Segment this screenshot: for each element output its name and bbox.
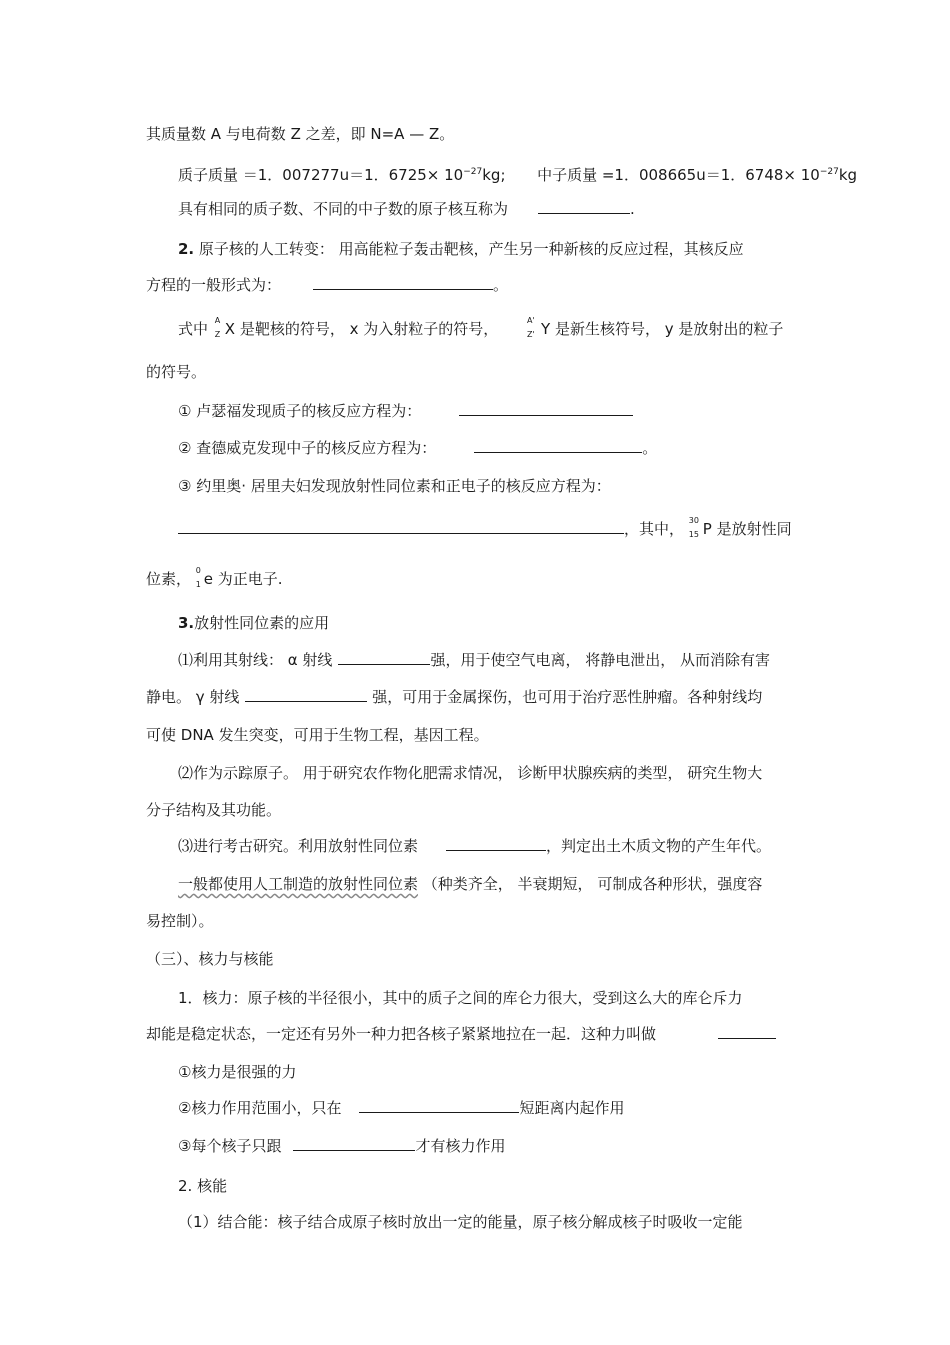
mass-number: A' xyxy=(527,316,535,325)
text-line xyxy=(146,1024,776,1044)
text-line xyxy=(146,566,283,589)
line-text: ① 卢瑟福发现质子的核反应方程为： xyxy=(178,402,422,420)
text-line xyxy=(178,199,635,219)
line-text: 才有核力作用 xyxy=(415,1137,506,1155)
text-line xyxy=(146,275,508,295)
line-text: ②核力作用范围小，只在 xyxy=(178,1099,342,1117)
text-line: 可使 DNA 发生突变，可用于生物工程，基因工程。 xyxy=(146,726,489,744)
line-text: 放射性同位素的应用 xyxy=(194,614,330,632)
proton-mass: 质子质量 ＝1．007277u＝1．6725× 10 xyxy=(178,166,464,184)
atomic-number: Z' xyxy=(527,330,535,339)
text-line xyxy=(178,1136,505,1156)
line-text: 是靶核的符号， x 为入射粒子的符号， xyxy=(235,320,499,338)
text-line: 易控制）。 xyxy=(146,912,214,930)
line-text: 短距离内起作用 xyxy=(519,1099,625,1117)
isotope-p xyxy=(688,516,712,539)
text-line xyxy=(178,836,771,856)
line-text: 具有相同的质子数、不同的中子数的原子核互称为 xyxy=(178,200,509,218)
text-line: ⑵作为示踪原子。 用于研究农作物化肥需求情况， 诊断甲状腺疾病的类型， 研究生物大 xyxy=(178,764,763,782)
line-text: ，判定出土木质文物的产生年代。 xyxy=(546,837,772,855)
fill-blank[interactable] xyxy=(538,199,630,214)
line-text: 强，用于使空气电离， 将静电泄出， 从而消除有害 xyxy=(430,651,770,669)
section-heading xyxy=(178,613,329,633)
line-text: 位素， xyxy=(146,570,192,588)
exponent: −27 xyxy=(463,167,483,177)
text-line xyxy=(146,687,762,707)
symbol: e xyxy=(203,570,214,588)
fill-blank[interactable] xyxy=(474,438,642,453)
mass-number: A xyxy=(214,316,221,325)
fill-blank[interactable] xyxy=(718,1024,776,1039)
text-line: ③ 约里奥· 居里夫妇发现放射性同位素和正电子的核反应方程为： xyxy=(178,477,611,495)
line-text: 却能是稳定状态，一定还有另外一种力把各核子紧紧地拉在一起．这种力叫做 xyxy=(146,1025,657,1043)
atomic-number: Z xyxy=(214,330,221,339)
fill-blank[interactable] xyxy=(359,1098,519,1113)
line-text: ③每个核子只跟 xyxy=(178,1137,282,1155)
text-line xyxy=(178,1098,624,1118)
text-line: 1．核力：原子核的半径很小，其中的质子之间的库仑力很大，受到这么大的库仑斥力 xyxy=(178,989,743,1007)
fill-blank[interactable] xyxy=(245,687,367,702)
end-mark: 。 xyxy=(493,276,509,294)
line-text: 是放射性同 xyxy=(711,520,792,538)
fill-blank[interactable] xyxy=(313,275,493,290)
section-heading: （三）、核力与核能 xyxy=(146,950,274,968)
text-line xyxy=(178,650,770,670)
line-text: ⑴利用其射线： α 射线 xyxy=(178,651,333,669)
fill-blank[interactable] xyxy=(338,650,430,665)
exponent: −27 xyxy=(819,167,839,177)
text-line: 分子结构及其功能。 xyxy=(146,801,282,819)
text-line: （1）结合能：核子结合成原子核时放出一定的能量，原子核分解成核子时吸收一定能 xyxy=(178,1213,743,1231)
line-text: ⑶进行考古研究。利用放射性同位素 xyxy=(178,837,419,855)
item-number: 3. xyxy=(178,614,195,632)
line-text: ，其中， xyxy=(624,520,685,538)
line-text: 强，可用于金属探伤，也可用于治疗恶性肿瘤。各种射线均 xyxy=(367,688,763,706)
line-text: 方程的一般形式为： xyxy=(146,276,282,294)
mass-number: 30 xyxy=(688,516,699,525)
line-text: （种类齐全， 半衰期短， 可制成各种形状，强度容 xyxy=(418,875,763,893)
underlined-text: 一般都使用人工制造的放射性同位素 xyxy=(178,875,419,893)
line-text: 是新生核符号， y 是放射出的粒子 xyxy=(550,320,784,338)
atomic-number: 1 xyxy=(195,580,201,589)
fill-blank[interactable] xyxy=(293,1136,415,1151)
isotope-x xyxy=(213,316,236,339)
item-number: 2. xyxy=(178,240,195,258)
isotope-y xyxy=(527,316,551,339)
line-text: 静电。 γ 射线 xyxy=(146,688,240,706)
text-line xyxy=(178,438,657,458)
mass-line xyxy=(178,162,857,185)
text-line xyxy=(178,401,633,421)
fill-blank[interactable] xyxy=(178,519,624,534)
text-line xyxy=(178,316,784,339)
unit: kg; xyxy=(482,166,506,184)
end-mark: 。 xyxy=(642,439,658,457)
line-text: 为正电子. xyxy=(213,570,283,588)
isotope-e xyxy=(195,566,214,589)
symbol: P xyxy=(702,520,712,538)
text-line: 2. 核能 xyxy=(178,1177,228,1195)
fill-blank[interactable] xyxy=(459,401,633,416)
text-line: ①核力是很强的力 xyxy=(178,1063,297,1081)
symbol: Y xyxy=(541,320,551,338)
line-text: ② 查德威克发现中子的核反应方程为： xyxy=(178,439,437,457)
symbol: X xyxy=(224,320,236,338)
text-line xyxy=(178,874,762,894)
text-line: 的符号。 xyxy=(146,363,207,381)
atomic-number: 15 xyxy=(688,530,699,539)
neutron-mass: 中子质量 =1．008665u＝1．6748× 10 xyxy=(537,166,820,184)
mass-number: 0 xyxy=(195,566,201,575)
unit: kg xyxy=(838,166,858,184)
text-line xyxy=(178,516,792,539)
line-text: 原子核的人工转变： 用高能粒子轰击靶核，产生另一种新核的反应过程，其核反应 xyxy=(194,240,744,258)
line-text: 式中 xyxy=(178,320,209,338)
text-line xyxy=(178,239,744,259)
fill-blank[interactable] xyxy=(446,836,546,851)
text-line: 其质量数 A 与电荷数 Z 之差，即 N=A — Z。 xyxy=(146,125,455,143)
period: . xyxy=(630,200,635,218)
